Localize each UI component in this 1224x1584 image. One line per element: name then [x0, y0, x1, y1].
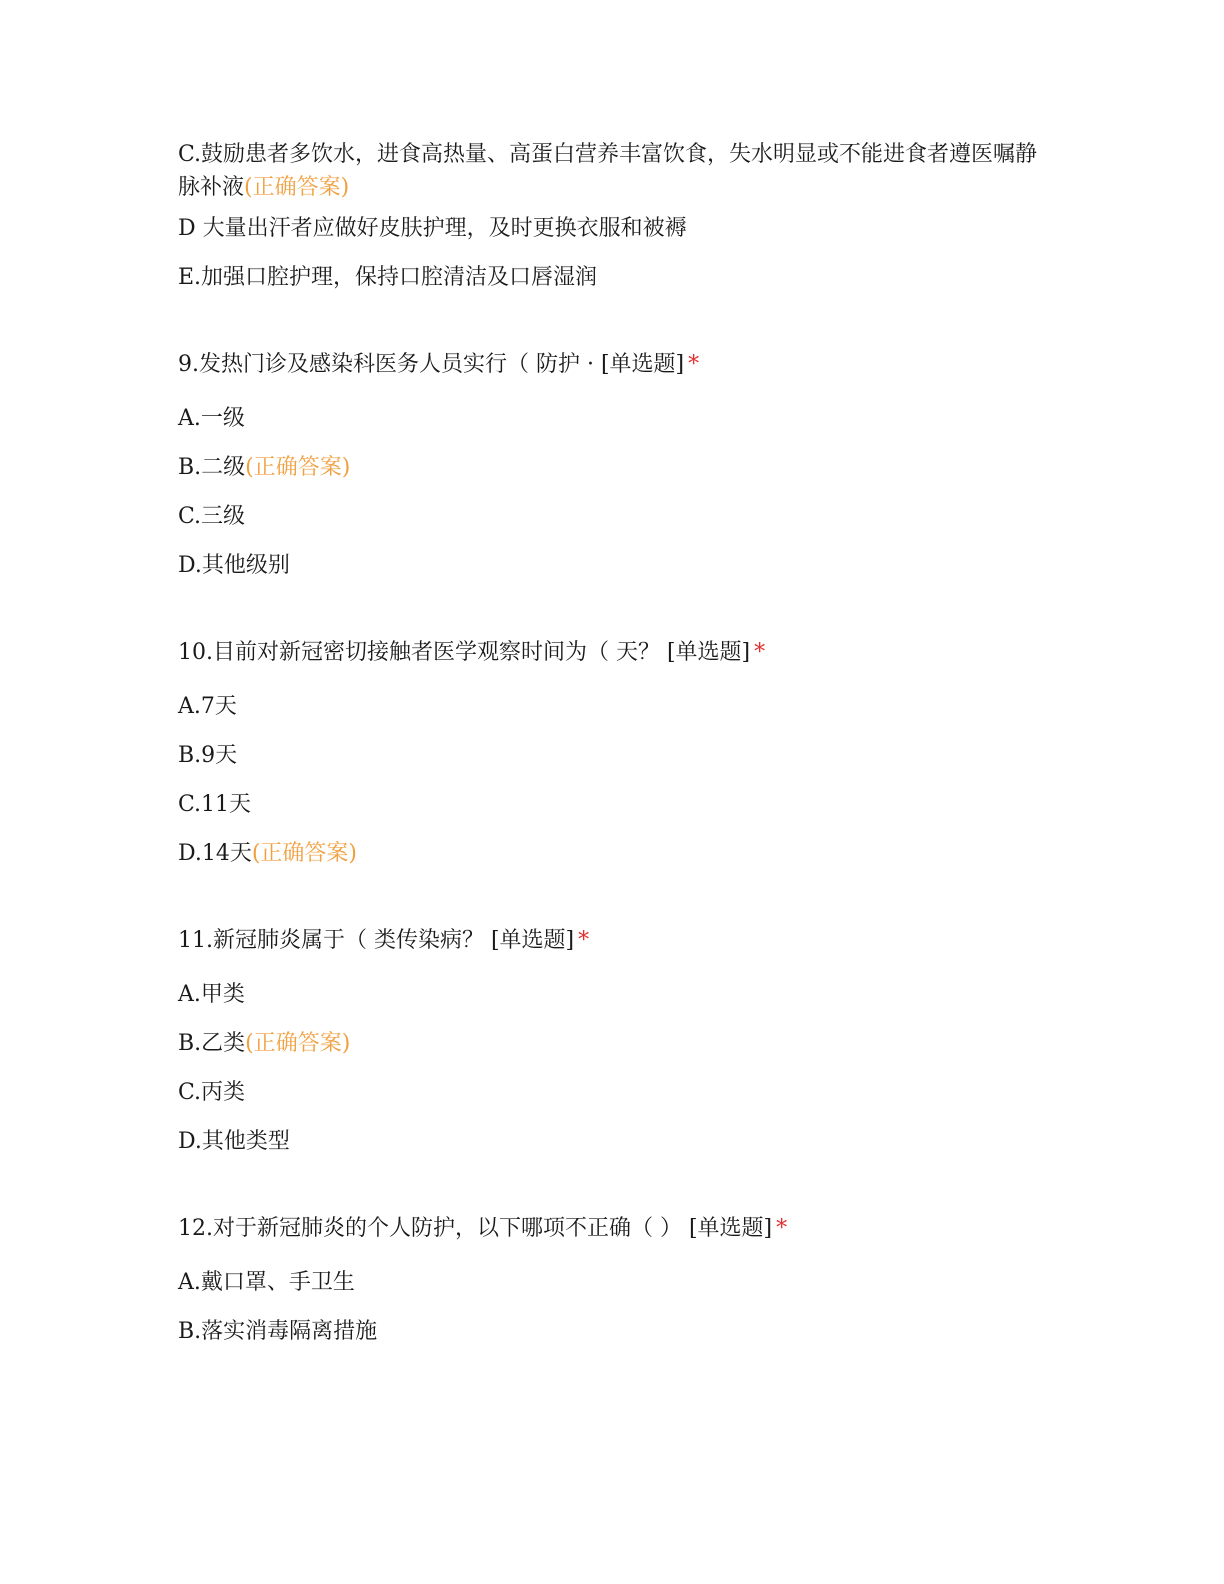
q11-option-b-text: B.乙类: [178, 1031, 246, 1056]
required-mark: *: [776, 1216, 788, 1241]
q8-option-e: E.加强口腔护理，保持口腔清洁及口唇湿润: [178, 265, 598, 290]
q11-title: [178, 924, 1058, 957]
q12-title: [178, 1212, 1058, 1245]
q12-option-b: B.落实消毒隔离措施: [178, 1319, 378, 1344]
q9-option-d: D.其他级别: [178, 553, 290, 578]
q12-title-text: 12.对于新冠肺炎的个人防护，以下哪项不正确（ ） [单选题]: [178, 1216, 773, 1241]
q11-option-d: D.其他类型: [178, 1129, 290, 1154]
q10-option-d: [178, 837, 1058, 870]
required-mark: *: [578, 928, 590, 953]
q10-title-text: 10.目前对新冠密切接触者医学观察时间为（ 天？ [单选题]: [178, 640, 751, 665]
q11-option-c: C.丙类: [178, 1080, 246, 1105]
q9-option-a: A.一级: [178, 406, 245, 431]
q11-title-text: 11.新冠肺炎属于（ 类传染病？ [单选题]: [178, 928, 575, 953]
q10-option-a: A.7天: [178, 694, 237, 719]
q10-option-d-text: D.14天: [178, 841, 252, 866]
q10-option-b: B.9天: [178, 743, 238, 768]
q12-option-a: A.戴口罩、手卫生: [178, 1270, 355, 1295]
q9-title: [178, 348, 1058, 381]
correct-answer-tag: (正确答案): [251, 841, 358, 866]
q9-option-b-text: B.二级: [178, 455, 246, 480]
q9-option-c: C.三级: [178, 504, 246, 529]
q8-option-c-text: C.鼓励患者多饮水，进食高热量、高蛋白营养丰富饮食，失水明显或不能进食者遵医嘱静脉补液: [178, 142, 1038, 200]
q8-option-d: D 大量出汗者应做好皮肤护理，及时更换衣服和被褥: [178, 216, 687, 241]
correct-answer-tag: (正确答案): [245, 455, 351, 480]
quiz-document: [178, 138, 1058, 1364]
q11-option-b: [178, 1027, 1058, 1060]
q8-option-c: [178, 138, 1058, 204]
q9-title-text: 9.发热门诊及感染科医务人员实行（ 防护 · [单选题]: [178, 352, 685, 377]
q10-option-c: C.11天: [178, 792, 252, 817]
required-mark: *: [688, 352, 700, 377]
correct-answer-tag: (正确答案): [245, 1031, 351, 1056]
q10-title: [178, 636, 1058, 669]
correct-answer-tag: (正确答案): [244, 175, 350, 200]
q9-option-b: [178, 451, 1058, 484]
q11-option-a: A.甲类: [178, 982, 245, 1007]
required-mark: *: [754, 640, 766, 665]
